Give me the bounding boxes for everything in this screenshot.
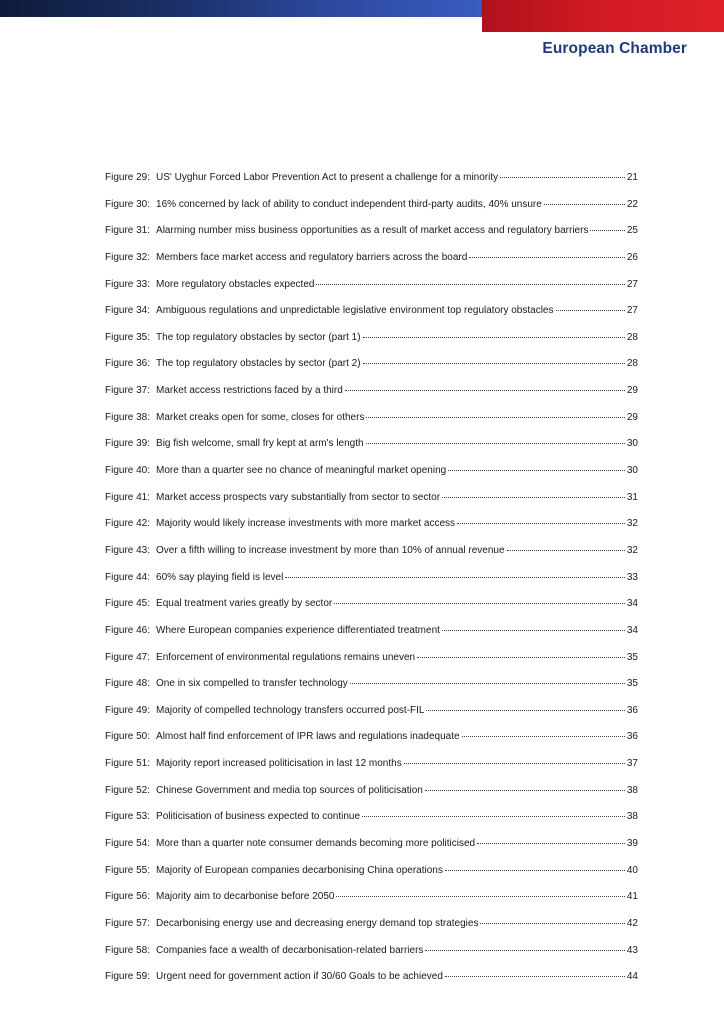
figure-title: More than a quarter see no chance of meaningful market opening [156,465,447,477]
toc-entry[interactable] [105,517,638,544]
figure-label: Figure 46: [105,624,151,636]
figure-label: Figure 57: [105,917,151,929]
figure-title: US' Uyghur Forced Labor Prevention Act to present a challenge for a minority [156,172,499,183]
figure-label: Figure 32: [105,251,151,263]
page-number: 28 [626,358,638,370]
dot-leader [544,204,625,205]
dot-leader [334,603,625,604]
toc-entry[interactable] [105,597,638,624]
toc-entry[interactable] [105,544,638,571]
page-number: 33 [626,571,638,583]
page-number: 25 [626,225,638,237]
toc-entry[interactable] [105,198,638,225]
toc-entry[interactable] [105,890,638,917]
figure-title: 16% concerned by lack of ability to conduct independent third-party audits, 40% unsure [156,198,542,210]
page-number: 39 [626,838,638,850]
page-number: 42 [626,917,638,929]
dot-leader [336,896,624,897]
figure-title: Big fish welcome, small fry kept at arm's length [156,438,364,450]
dot-leader [457,523,625,524]
page-number: 34 [626,624,638,636]
page-number: 36 [626,704,638,716]
figure-label: Figure 44: [105,571,151,583]
toc-entry[interactable] [105,278,638,305]
figure-label: Figure 43: [105,544,151,556]
toc-entry[interactable] [105,757,638,784]
toc-entry[interactable] [105,571,638,598]
dot-leader [363,337,625,338]
toc-entry[interactable] [105,331,638,358]
figure-label: Figure 49: [105,704,151,716]
dot-leader [285,577,625,578]
dot-leader [425,950,624,951]
page-number: 32 [626,518,638,530]
toc-entry[interactable] [105,464,638,491]
page-number: 30 [626,465,638,477]
figure-label: Figure 56: [105,891,151,903]
page-number: 27 [626,305,638,317]
header-blue-band [0,0,482,17]
page-number: 40 [626,864,638,876]
dot-leader [442,497,625,498]
dot-leader [366,443,625,444]
dot-leader [363,363,625,364]
dot-leader [417,657,625,658]
toc-entry[interactable] [105,251,638,278]
figure-title: Members face market access and regulatory barriers across the board [156,251,468,263]
figure-title: Majority report increased politicisation in last 12 months [156,758,402,770]
figure-title: Majority aim to decarbonise before 2050 [156,891,335,903]
toc-entry[interactable] [105,651,638,678]
figure-label: Figure 40: [105,465,151,477]
page-number: 38 [626,784,638,796]
page-number: 36 [626,731,638,743]
dot-leader [350,683,625,684]
page-number: 26 [626,251,638,263]
toc-entry[interactable] [105,730,638,757]
page-number: 22 [626,198,638,210]
page-number: 32 [626,544,638,556]
figure-title: Enforcement of environmental regulations remains uneven [156,651,416,663]
figure-title: One in six compelled to transfer technology [156,678,348,690]
dot-leader [477,843,625,844]
page-number: 29 [626,411,638,423]
page-number: 43 [626,944,638,956]
dot-leader [590,230,624,231]
figure-label: Figure 59: [105,971,151,983]
dot-leader [442,630,625,631]
figure-title: Politicisation of business expected to continue [156,811,361,823]
figure-title: Ambiguous regulations and unpredictable legislative environment top regulatory obstacles [156,305,554,317]
figure-title: Majority would likely increase investments with more market access [156,518,456,530]
figure-title: The top regulatory obstacles by sector (part 2) [156,358,361,370]
toc-entry[interactable] [105,677,638,704]
dot-leader [426,710,624,711]
dot-leader [507,550,625,551]
figure-label: Figure 39: [105,438,151,450]
toc-entry[interactable] [105,171,638,198]
figure-label: Figure 45: [105,598,151,610]
dot-leader [316,284,624,285]
page-number: 44 [626,971,638,983]
figure-label: Figure 34: [105,305,151,317]
toc-entry[interactable] [105,491,638,518]
toc-entry[interactable] [105,304,638,331]
page-number: 38 [626,811,638,823]
figure-title: Where European companies experience differentiated treatment [156,624,440,636]
dot-leader [345,390,625,391]
figure-label: Figure 58: [105,944,151,956]
figure-title: Market access restrictions faced by a third [156,385,343,397]
dot-leader [445,976,625,977]
figure-label: Figure 37: [105,385,151,397]
figure-title: The top regulatory obstacles by sector (part 1) [156,331,361,343]
page-number: 21 [626,172,638,183]
toc-entry[interactable] [105,384,638,411]
figure-label: Figure 48: [105,678,151,690]
toc-entry[interactable] [105,864,638,891]
page-number: 37 [626,758,638,770]
toc-entry[interactable] [105,810,638,837]
brand-title: European Chamber [542,40,687,57]
dot-leader [462,736,625,737]
figure-label: Figure 33: [105,278,151,290]
dot-leader [469,257,625,258]
figure-title: Equal treatment varies greatly by sector [156,598,333,610]
figure-title: Over a fifth willing to increase investment by more than 10% of annual revenue [156,544,505,556]
header-color-bar [0,0,724,32]
dot-leader [448,470,625,471]
figure-label: Figure 29: [105,172,151,183]
page-number: 34 [626,598,638,610]
page-number: 30 [626,438,638,450]
dot-leader [480,923,624,924]
figure-label: Figure 51: [105,758,151,770]
page-number: 31 [626,491,638,503]
figure-label: Figure 47: [105,651,151,663]
figure-title: Majority of European companies decarbonising China operations [156,864,443,876]
dot-leader [556,310,625,311]
toc-entry[interactable] [105,944,638,971]
dot-leader [425,790,625,791]
toc-entry[interactable] [105,784,638,811]
page-number: 35 [626,678,638,690]
dot-leader [366,417,624,418]
figure-title: Chinese Government and media top sources of politicisation [156,784,423,796]
table-of-figures [105,171,638,997]
figure-title: Alarming number miss business opportunities as a result of market access and regulatory barriers [156,225,589,237]
dot-leader [404,763,625,764]
figure-label: Figure 50: [105,731,151,743]
figure-label: Figure 54: [105,838,151,850]
figure-label: Figure 41: [105,491,151,503]
dot-leader [362,816,625,817]
page-number: 41 [626,891,638,903]
page-number: 29 [626,385,638,397]
figure-title: More regulatory obstacles expected [156,278,315,290]
page-number: 28 [626,331,638,343]
figure-label: Figure 52: [105,784,151,796]
figure-label: Figure 35: [105,331,151,343]
figure-label: Figure 36: [105,358,151,370]
toc-entry[interactable] [105,837,638,864]
toc-entry[interactable] [105,624,638,651]
figure-label: Figure 42: [105,518,151,530]
figure-title: Urgent need for government action if 30/60 Goals to be achieved [156,971,443,983]
toc-entry[interactable] [105,437,638,464]
figure-title: Market access prospects vary substantially from sector to sector [156,491,441,503]
dot-leader [500,177,625,178]
figure-title: Majority of compelled technology transfers occurred post-FIL [156,704,425,716]
figure-title: Market creaks open for some, closes for others [156,411,365,423]
figure-label: Figure 30: [105,198,151,210]
figure-title: More than a quarter note consumer demands becoming more politicised [156,838,476,850]
figure-label: Figure 31: [105,225,151,237]
figure-title: Companies face a wealth of decarbonisation-related barriers [156,944,424,956]
figure-label: Figure 38: [105,411,151,423]
figure-title: Almost half find enforcement of IPR laws and regulations inadequate [156,731,460,743]
page-number: 27 [626,278,638,290]
figure-title: 60% say playing field is level [156,571,284,583]
toc-entry[interactable] [105,411,638,438]
page-number: 35 [626,651,638,663]
toc-entry[interactable] [105,704,638,731]
toc-entry[interactable] [105,224,638,251]
figure-label: Figure 53: [105,811,151,823]
header-red-band [482,0,724,32]
figure-label: Figure 55: [105,864,151,876]
figure-title: Decarbonising energy use and decreasing energy demand top strategies [156,917,479,929]
toc-entry[interactable] [105,970,638,997]
dot-leader [445,870,625,871]
toc-entry[interactable] [105,357,638,384]
toc-entry[interactable] [105,917,638,944]
